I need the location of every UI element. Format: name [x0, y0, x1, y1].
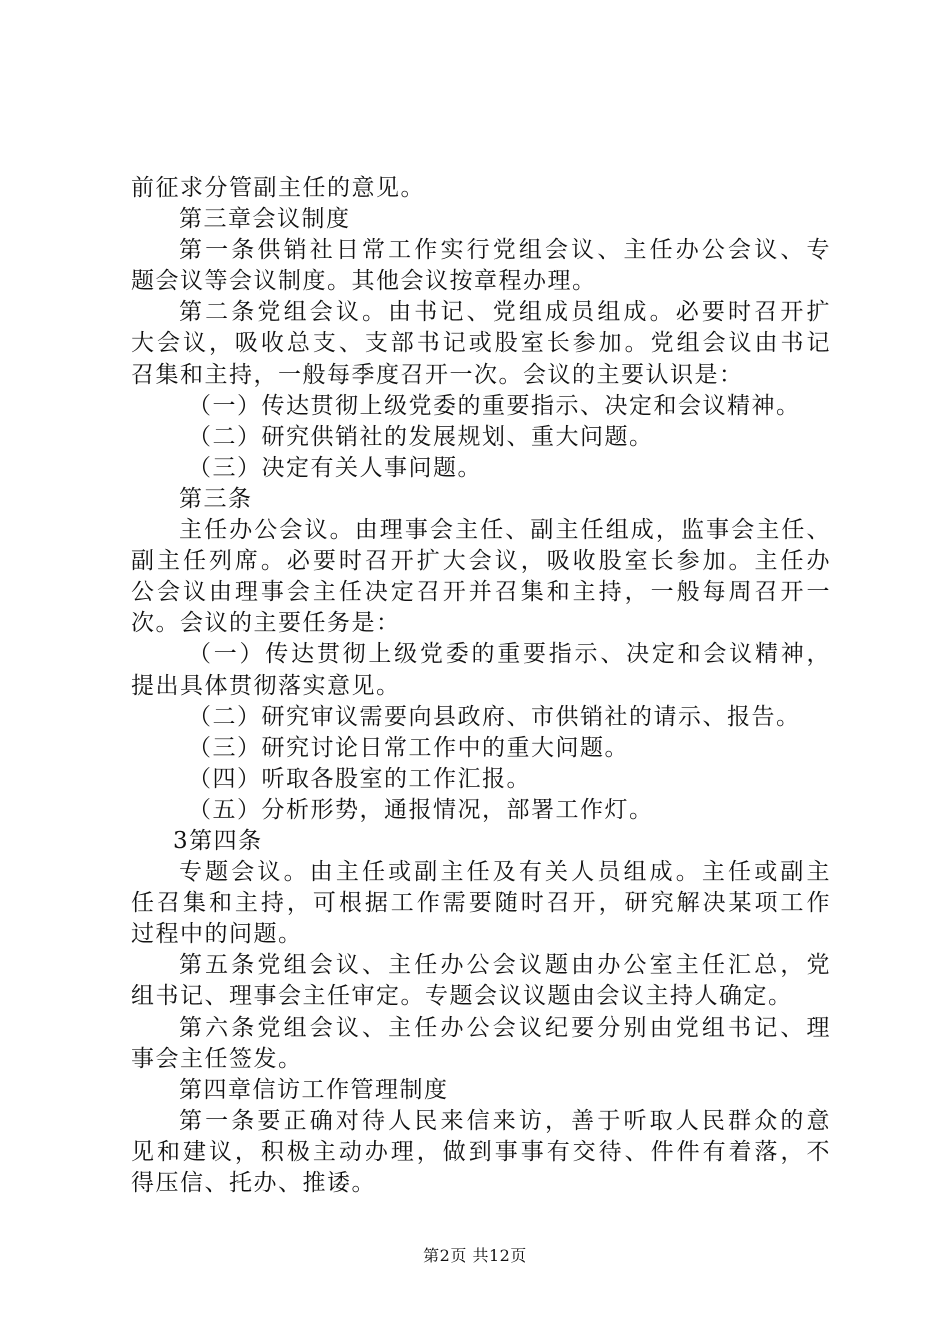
list-item: （五）分析形势，通报情况，部署工作灯。 [188, 796, 654, 823]
text-line: 第一条要正确对待人民来信来访，善于听取人民群众的意 [179, 1107, 831, 1134]
document-body [131, 173, 831, 1199]
text-line: 事会主任签发。 [131, 1045, 303, 1072]
text-line: 第六条党组会议、主任办公会议纪要分别由党组书记、理 [179, 1014, 831, 1041]
article-heading: 第三条 [179, 485, 253, 512]
list-item: （一）传达贯彻上级党委的重要指示、决定和会议精神， [188, 641, 831, 668]
text-line: 第五条党组会议、主任办公会议题由办公室主任汇总，党 [179, 952, 831, 979]
list-item: （二）研究供销社的发展规划、重大问题。 [188, 423, 654, 450]
page-number-footer: 第2页 共12页 [423, 1246, 527, 1265]
list-item: （四）听取各股室的工作汇报。 [188, 765, 531, 792]
list-item: （一）传达贯彻上级党委的重要指示、决定和会议精神。 [188, 392, 801, 419]
text-line: 组书记、理事会主任审定。专题会议议题由会议主持人确定。 [131, 983, 793, 1010]
text-line: 主任办公会议。由理事会主任、副主任组成，监事会主任、 [179, 517, 831, 544]
article-heading: 3第四条 [173, 827, 263, 854]
text-line: 题会议等会议制度。其他会议按章程办理。 [131, 268, 597, 295]
list-item: （三）研究讨论日常工作中的重大问题。 [188, 734, 629, 761]
text-line: 专题会议。由主任或副主任及有关人员组成。主任或副主 [179, 859, 831, 886]
text-line: 提出具体贯彻落实意见。 [131, 672, 401, 699]
text-line: 任召集和主持，可根据工作需要随时召开，研究解决某项工作 [131, 890, 831, 917]
text-line: 次。会议的主要任务是： [131, 610, 401, 637]
text-line: 过程中的问题。 [131, 921, 303, 948]
text-line: 见和建议，积极主动办理，做到事事有交待、件件有着落，不 [131, 1138, 831, 1165]
text-line: 第二条党组会议。由书记、党组成员组成。必要时召开扩 [179, 299, 831, 326]
text-line: 副主任列席。必要时召开扩大会议，吸收股室长参加。主任办 [131, 548, 831, 575]
list-item: （三）决定有关人事问题。 [188, 454, 482, 481]
text-line: 第一条供销社日常工作实行党组会议、主任办公会议、专 [179, 237, 831, 264]
chapter-heading: 第四章信访工作管理制度 [179, 1076, 449, 1103]
text-line: 得压信、托办、推诿。 [131, 1170, 376, 1196]
text-line: 大会议，吸收总支、支部书记或股室长参加。党组会议由书记 [131, 330, 831, 357]
text-line: 召集和主持，一般每季度召开一次。会议的主要认识是： [131, 361, 744, 388]
text-line: 公会议由理事会主任决定召开并召集和主持，一般每周召开一 [131, 579, 831, 606]
list-item: （二）研究审议需要向县政府、市供销社的请示、报告。 [188, 703, 801, 730]
text-line: 前征求分管副主任的意见。 [131, 175, 425, 201]
chapter-heading: 第三章会议制度 [179, 206, 351, 233]
